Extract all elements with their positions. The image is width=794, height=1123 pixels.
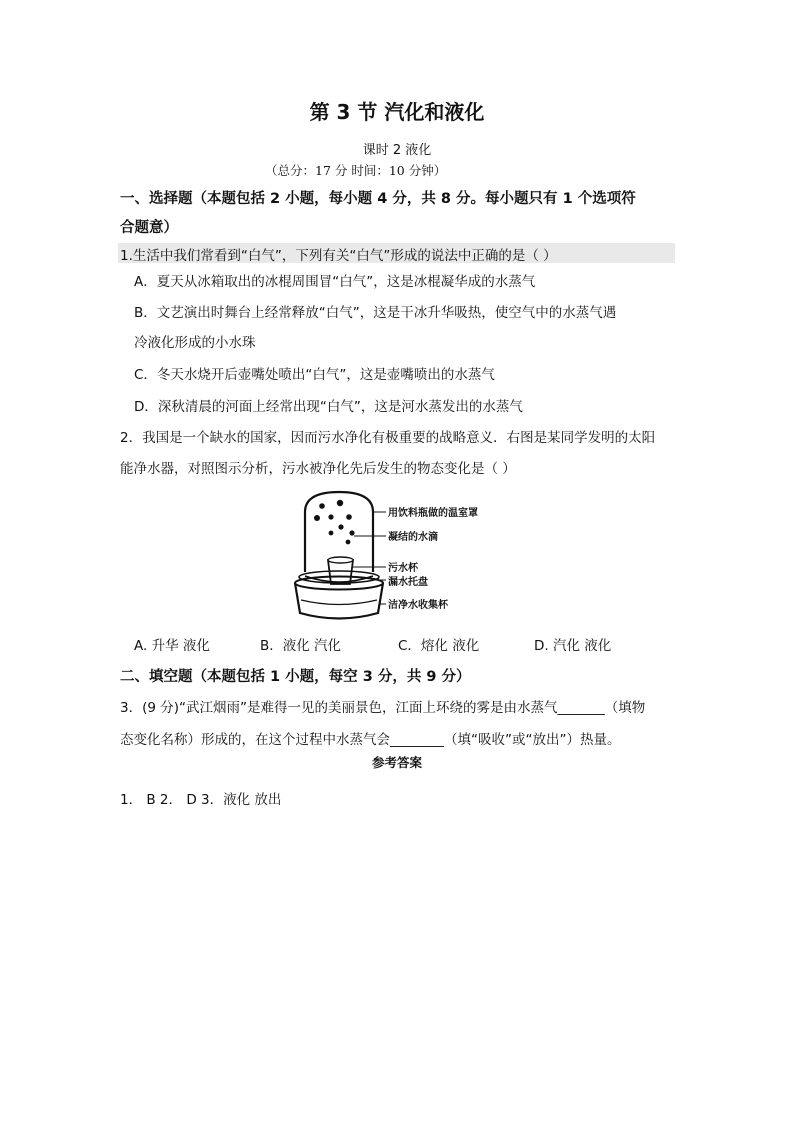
q3-line1: 3．(9 分)“武江烟雨”是难得一见的美丽景色，江面上环绕的雾是由水蒸气_______（填物 — [120, 700, 646, 716]
label-cup: 污水杯 — [388, 563, 418, 574]
page-title: 第 3 节 汽化和液化 — [309, 100, 485, 124]
lesson-subtitle: 课时 2 液化 — [362, 143, 432, 158]
label-drops: 凝结的水滴 — [388, 532, 438, 543]
label-cover: 用饮料瓶做的温室罩 — [388, 508, 478, 519]
section1-heading-line1: 一、选择题（本题包括 2 小题，每小题 4 分，共 8 分。每小题只有 1 个选项符 — [120, 191, 636, 207]
q1-option-a: A．夏天从冰箱取出的冰棍周围冒“白气”，这是冰棍凝华成的水蒸气 — [134, 274, 536, 290]
q2-option-d: D. 汽化 液化 — [534, 638, 612, 654]
q2-option-a: A. 升华 液化 — [134, 638, 210, 654]
label-tray: 漏水托盘 — [388, 577, 428, 588]
section1-heading-line2: 合题意） — [120, 220, 178, 236]
q2-stem-line2: 能净水器，对照图示分析，污水被净化先后发生的物态变化是（ ） — [120, 461, 516, 477]
q1-stem: 1.生活中我们常看到“白气”，下列有关“白气”形成的说法中正确的是（ ） — [120, 248, 557, 264]
water-drops-shape — [314, 500, 355, 545]
q1-option-b-line1: B．文艺演出时舞台上经常释放“白气”，这是干冰升华吸热，使空气中的水蒸气遇 — [134, 305, 617, 321]
q2-stem-line1: 2．我国是一个缺水的国家，因而污水净化有极重要的战略意义．右图是某同学发明的太阳 — [120, 430, 656, 446]
q1-option-d: D．深秋清晨的河面上经常出现“白气”，这是河水蒸发出的水蒸气 — [134, 399, 523, 415]
q2-option-c: C．熔化 液化 — [398, 638, 480, 654]
q3-line2: 态变化名称）形成的，在这个过程中水蒸气会________（填“吸收”或“放出”）热量。 — [120, 732, 621, 748]
answers-text: 1． B 2． D 3．液化 放出 — [120, 792, 282, 808]
solar-water-purifier-diagram — [292, 490, 502, 622]
q1-option-c: C．冬天水烧开后壶嘴处喷出“白气”，这是壶嘴喷出的水蒸气 — [134, 367, 495, 383]
score-time-info: （总分：17 分 时间：10 分钟） — [265, 163, 447, 178]
q1-option-b-line2: 冷液化形成的小水珠 — [134, 335, 256, 351]
answers-heading: 参考答案 — [371, 755, 422, 770]
q2-option-b: B．液化 汽化 — [260, 638, 342, 654]
label-collector: 洁净水收集杯 — [388, 600, 448, 611]
section2-heading: 二、填空题（本题包括 1 小题，每空 3 分，共 9 分） — [120, 669, 471, 685]
